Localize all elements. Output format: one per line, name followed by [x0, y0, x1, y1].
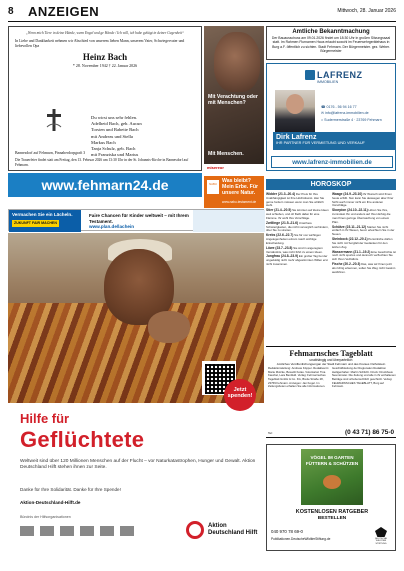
agent-role: IHR PARTNER FÜR VERMIETUNG UND VERKAUF: [276, 141, 365, 145]
aktion-thanks: Danke für Ihre Solidarität. Danke für Ihre Spende!: [20, 487, 121, 492]
section-title: ANZEIGEN: [28, 4, 100, 19]
family-list: [91, 115, 142, 158]
agent-banner: [273, 132, 395, 150]
wildtier-logo-text: DEUTSCHE WILDTIER STIFTUNG: [374, 538, 388, 545]
wildtier-logo: [371, 527, 391, 545]
eagle-icon: [375, 527, 387, 537]
wildtier-email[interactable]: Publikationen.DeutscheWildtierStiftung.de: [271, 537, 331, 541]
aktion-circle-icon: [186, 521, 204, 539]
family-line: Markus Bach: [91, 139, 116, 145]
deceased-name: Heinz Bach: [82, 52, 128, 63]
family-line: Du wirst uns sehr fehlen.: [91, 115, 138, 120]
horoscope-entry: Krebs (22.6.-22.7) Sie für von wichtigen Angelegenheiten extrem rasch wichtige Entscheidung.: [266, 233, 321, 245]
family-line: Adelheid Bach, geb. Aucun: [91, 121, 142, 127]
obituary-address: Bannesdorf auf Fehmarn, Pinnaberdorpgraft 3: [15, 151, 86, 155]
horoscope-entry: Fische (20.2.-20.3) Das, was wir Ihnen jetzt als richtig erkennen, sollen Sie Weg nicht Gewinn ausführen.: [332, 262, 396, 274]
notice-text: Der Bauausschuss am 09.01.2026 findet um 18:30 Uhr in großen Sitzungssaal statt. Im Rahmen Flurnamen Haus erlaubt sowohl im Feuerwehrgerätehaus in Burg a.F. öffentlich zu sichten. Stadt Fehmarn. Der Bürgermeister. gez. Weber. Bürgermeister: [271, 36, 391, 54]
imprint-left: Redaktionsleitung: Andreas Köpper. Redakteurin: Marie Mutzke, Bewußt Kotas. Volontariat: Tina Kaschel, Lara Bentfeld. Verlag: Fehmarnsches Tageblatt GmbH & Co. KG, Breite Straße 28, 23769 Fehmarn. Anzeigen: Jan Kogel. Im Zeitungsboten erhalten Sie alle Informationen.: [268, 366, 330, 389]
tageblatt-title: Fehmarnsches Tageblatt: [289, 349, 373, 358]
obituary-notice: [8, 26, 202, 171]
nabu-url: www.nabu-testament.de: [222, 200, 257, 204]
horoscope-entry: Waage (24.9.-23.10) Ihr Wunsch wird Ihnen heute erfüllt. Nun kann Sie deswegen aber Ihrer Sicht auch immer nicht ein Ihre anderen Vorschläge.: [332, 192, 394, 208]
horoscope-entry: Skorpion (24.10.-22.11) Hören Sie Ihre, zumindest Ihn und anders auf Ihren Erfolg die man Ihnen geringe Überraschung von einem Plan.: [332, 208, 391, 224]
notice-title: Amtliche Bekanntmachung: [292, 29, 370, 35]
agent-photo: [275, 90, 315, 132]
plan-ad[interactable]: [8, 209, 264, 231]
horoscope-entry: Widder (21.3.-20.4) Der Preis für Ihre Unabhängigkeit ist Ihre Höchstkunst. Hier Sie gerne fordern müssen wenn man Sie wirklich sieht.: [266, 192, 325, 208]
family-line: Torsten und Babette Bach: [91, 127, 139, 133]
issue-date: Mittwoch, 28. Januar 2026: [337, 8, 396, 14]
misereor-logo: misereor: [204, 164, 264, 171]
lafrenz-phone[interactable]: 0176 - 56 94 16 77: [326, 105, 357, 109]
tageblatt-since: Amtliches Veröffentlichungsorgan der Stadt Fehmarn und des Kreises Ostholstein: [276, 362, 386, 366]
portrait-image: [214, 32, 260, 92]
tageblatt-phone[interactable]: (0 43 71) 86 75-0: [344, 429, 394, 436]
horoscope-right-column: [332, 192, 396, 275]
fehmarn24-banner[interactable]: www.fehmarn24.de: [8, 173, 202, 197]
family-line: Tanja Schulz, geb. Bach: [91, 145, 136, 151]
funeral-info: Die Trauerfeier findet statt am Freitag, den 13. Februar 2026 um 13:30 Uhr in der St. Johannis-Kirche in Bannesdorf auf Fehmarn.: [15, 158, 189, 167]
wildtier-ad[interactable]: [266, 444, 396, 551]
house-icon: [305, 70, 315, 80]
horoscope-title: HOROSKOP: [266, 179, 396, 190]
cross-icon: [45, 109, 63, 131]
horoscope-entry: Schütze (23.11.-21.12) Starten Sie nicht einfach in Ihr Wesen, bevor erleichtern Sie in der Neuen.: [332, 224, 395, 237]
lafrenz-ad[interactable]: [266, 63, 396, 171]
page-header: [8, 4, 396, 22]
horoscope-entry: Löwe (23.7.-23.8) Sie sind in angeregtem Verständnis, was nicht führt zu einem Ideen.: [266, 245, 323, 254]
misereor-ad[interactable]: [204, 26, 264, 171]
horoscope-entry: Steinbock (22.12.-20.1) Persönliche dürfen Sie nicht mit Sorgfalt der Gedanken für den letzten Zug.: [332, 237, 393, 249]
horoscope-entry: Jungfrau (24.8.-23.9) Ein großer Tag bei der ungeduldig nicht mehr abgestimmten Willen erst nicht zusammen.: [266, 254, 328, 267]
plan-ad-headline: Vermachen Sie ein Lächeln.: [12, 212, 73, 217]
mail-icon: ✉: [321, 111, 326, 116]
obituary-quote: „Wenn mich Tiere in deine Hände, wenn Engel und ge Hände / Ich will, ich habe gekägt in deiner Gegenheit“: [25, 31, 185, 35]
booklet-title: VÖGEL IM GARTEN FÜTTERN & SCHÜTZEN: [305, 455, 359, 466]
plan-ad-left: [9, 210, 81, 232]
horoscope-entry: Stier (21.4.-20.5) Sie könnten auf kleine Ideen weit schieben, und oft fließt dabei für eine Flamme. Ihr wohl Ihre Vorschläge.: [266, 208, 329, 220]
horoscope-entry: Zwillinge (21.5.-21.6) Unsichere Schwierigkeiten, die nicht vorsorglich verhindern, über Sie zu streiten.: [266, 220, 329, 233]
plan-ad-url[interactable]: www.plan.de/lachein: [89, 224, 135, 230]
location-icon: ⌂: [321, 117, 325, 122]
aktion-ad[interactable]: [8, 233, 264, 551]
aktion-body: Weltweit sind über 120 Millionen Menschen auf der Flucht – vor Naturkatastrophen, Hunger und Gewalt. Aktion Deutschland Hilft stehen ihnen zur Seite.: [20, 459, 256, 471]
life-dates: * 28. November 1942 † 22. Januar 2026: [72, 63, 138, 69]
plan-ad-middle: [89, 213, 189, 230]
booklet-cover: [301, 449, 363, 505]
tel-label: Tel:: [268, 431, 273, 435]
tageblatt-imprint: [266, 346, 396, 438]
horoscope-left-column: [266, 192, 330, 267]
partner-logos: [20, 523, 180, 537]
lafrenz-email[interactable]: info@lafrenz-immobilien.de: [325, 111, 369, 116]
aktion-url[interactable]: Aktion-Deutschland-Hilft.de: [20, 500, 81, 505]
tageblatt-subtitle: unabhängig und überparteilich: [309, 358, 353, 362]
ad-headline: Mit Verachtung oder mit Menschen?: [208, 94, 258, 107]
nabu-ad[interactable]: [204, 176, 264, 208]
page-number: 8: [8, 6, 14, 17]
lafrenz-street: Sudermerstraße 4 · 23769 Fehmarn: [324, 117, 382, 122]
plan-ad-text: Faire Chancen für Kinder weltweit – mit Ihrem Testament.: [89, 213, 189, 224]
nabu-logo: NABU: [207, 180, 219, 194]
aktion-subtitle: Hilfe für: [20, 411, 70, 426]
donate-badge[interactable]: Jetzt spenden!: [224, 379, 256, 411]
agent-name: Dirk Lafrenz: [276, 134, 317, 141]
horoscope-entry: Wassermann (21.1.-19.2) Eine Geschichte ist noch nicht spurlos und dennoch verflochten Sie sich Ihren Verhältnis.: [332, 249, 396, 262]
wildtier-headline: KOSTENLOSEN RATGEBER: [295, 509, 369, 515]
plan-ad-image: [193, 210, 265, 232]
official-notice: [266, 26, 396, 60]
partners-label: Bündnis der Hilfsorganisationen: [20, 515, 71, 519]
lafrenz-url[interactable]: www.lafrenz-immobilien.de: [271, 156, 393, 168]
contact-info: [321, 104, 382, 123]
phone-icon: ☎: [321, 105, 327, 109]
lafrenz-brand: LAFRENZ: [317, 70, 363, 80]
plan-ad-button[interactable]: ZUKUNFT FAIR MACHEN: [14, 220, 57, 225]
horoscope: [266, 173, 396, 343]
aktion-title: Geflüchtete: [20, 427, 145, 452]
nabu-headline: Was bleibt? Mein Erbe. Für unsere Natur.: [222, 178, 259, 196]
lafrenz-brand-sub: IMMOBILIEN: [317, 80, 339, 84]
ad-tagline: Mit Menschen.: [208, 151, 244, 157]
family-line: mit Andreas und Stella: [91, 133, 133, 139]
imprint-right: Geschäftsleitung der Regionalen Redaktion Heiligenhafen: Martin Schlicht. Druck: Druckhaus Neumünster. Die Zeitung und alle in ihr enthaltenen Beiträge sind urheberrechtlich geschützt. Verlag: FEHMARNSCHES TAGEBLATT, Burg auf Fehmarn.: [332, 366, 396, 389]
family-line: mit Franziska und Marius: [91, 152, 139, 158]
aktion-logo-text: Aktion Deutschland Hilft: [208, 523, 258, 536]
aktion-logo: [186, 521, 258, 541]
wildtier-phone[interactable]: 040 970 78 69-0: [271, 529, 303, 534]
bird-icon: [323, 475, 341, 489]
obituary-intro: In Liebe und Dankbarkeit nehmen wir Abschied von unserem lieben Mann, unserem Vater, Schwiegervater und liebevollen Opa: [15, 38, 185, 48]
wildtier-subheadline: BESTELLEN: [317, 516, 347, 521]
